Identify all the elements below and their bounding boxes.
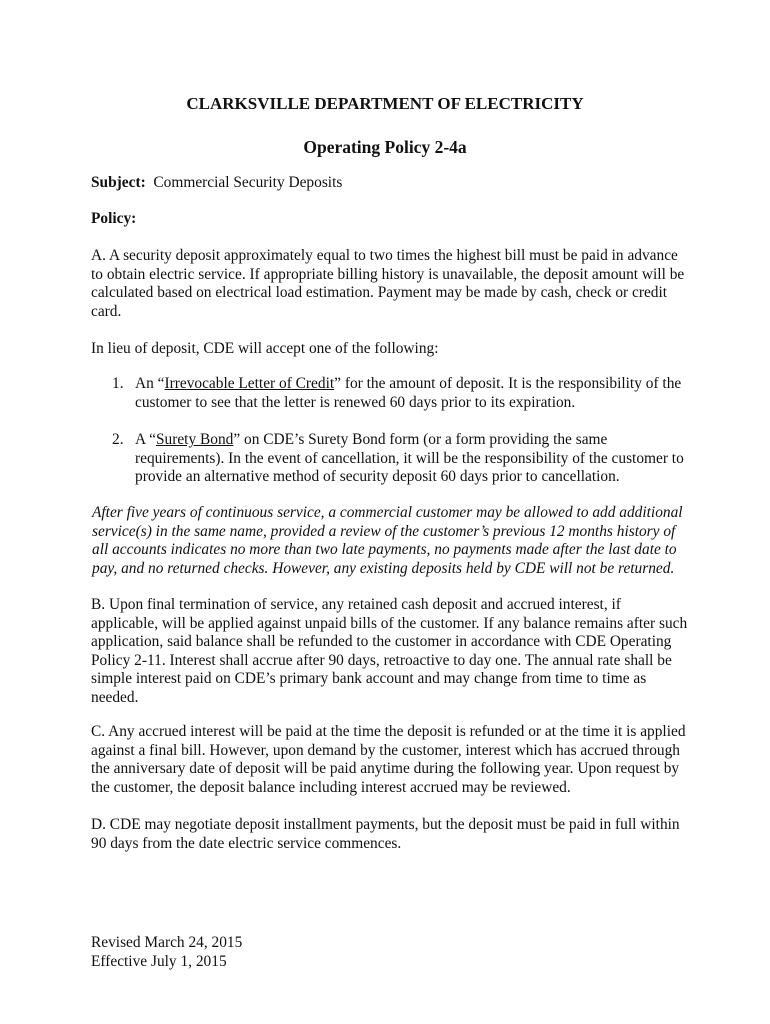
subject-label: Subject: — [91, 174, 146, 191]
list-item — [91, 375, 691, 412]
additional-service-note: After five years of continuous service, a commercial customer may be allowed to add additional service(s) in the same name, provided a review of the customer’s previous 12 months history of all accounts indicates no more than two late payments, no payments made after the last date to pay, and no returned checks. However, any existing deposits held by CDE will not be returned. — [92, 504, 683, 577]
section-c-paragraph: C. Any accrued interest will be paid at the time the deposit is refunded or at the time it is applied against a final bill. However, upon demand by the customer, interest which has accrued through the anniversary date of deposit will be paid anytime during the following year. Upon request by the customer, the deposit balance including interest accrued may be reviewed. — [91, 723, 686, 796]
policy-number-heading: Operating Policy 2-4a — [303, 137, 467, 157]
document-title: CLARKSVILLE DEPARTMENT OF ELECTRICITY — [186, 94, 584, 113]
surety-bond-link[interactable]: Surety Bond — [155, 431, 234, 448]
lieu-of-deposit-text: In lieu of deposit, CDE will accept one of the following: — [91, 340, 439, 357]
subject-value: Commercial Security Deposits — [153, 174, 343, 191]
section-b-paragraph: B. Upon final termination of service, any retained cash deposit and accrued interest, if applicable, will be applied against unpaid bills of the customer. If any balance remains after such application, said balance shall be refunded to the customer in accordance with CDE Operating Policy 2-11. Interest shall accrue after 90 days, retroactive to day one. The annual rate shall be simple interest paid on CDE’s primary bank account and may change from time to time as needed. — [91, 596, 688, 706]
list-item-text: ” on CDE’s Surety Bond form (or a form providing the same requirements). In the event of cancellation, it will be the responsibility of the customer to provide an alternative method of security deposit 60 days prior to cancellation. — [135, 431, 684, 486]
effective-date: Effective July 1, 2015 — [91, 952, 227, 970]
alternatives-list-item-1 — [91, 375, 691, 412]
list-item-text: ” for the amount of deposit. It is the responsibility of the customer to see that the letter is renewed 60 days prior to its expiration. — [135, 375, 682, 411]
list-number: 2. — [112, 431, 124, 448]
list-item-prefix: A “ — [135, 431, 156, 448]
revision-info — [91, 934, 691, 971]
section-a-paragraph: A. A security deposit approximately equal to two times the highest bill must be paid in advance to obtain electric service. If appropriate billing history is unavailable, the deposit amount will be calculated based on electrical load estimation. Payment may be made by cash, check or credit card. — [91, 247, 685, 320]
subject-line — [91, 174, 691, 193]
policy-label: Policy: — [91, 210, 137, 227]
list-item — [91, 431, 691, 487]
revised-date: Revised March 24, 2015 — [91, 934, 243, 951]
list-number: 1. — [112, 375, 124, 392]
alternatives-list-item-2 — [91, 431, 691, 487]
irrevocable-letter-of-credit-link[interactable]: Irrevocable Letter of Credit — [164, 375, 335, 392]
section-d-paragraph: D. CDE may negotiate deposit installment payments, but the deposit must be paid in full within 90 days from the date electric service commences. — [91, 816, 680, 852]
list-item-prefix: An “ — [135, 375, 165, 392]
